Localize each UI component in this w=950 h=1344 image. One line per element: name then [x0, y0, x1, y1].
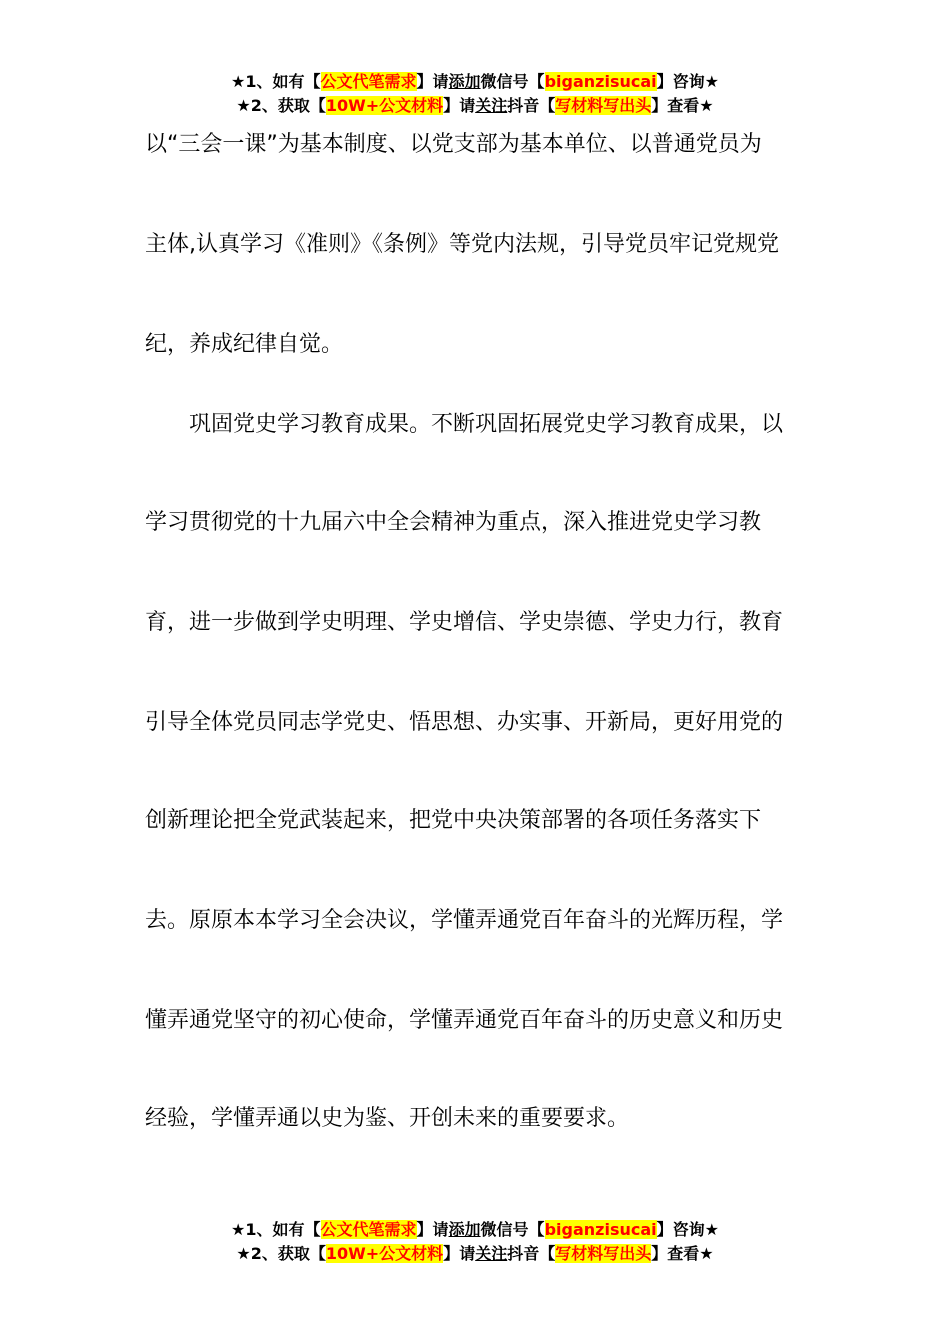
body-line: 创新理论把全党武装起来，把党中央决策部署的各项任务落实下: [145, 808, 762, 833]
banner-text: 微信号【: [480, 1220, 545, 1239]
body-line: 引导全体党员同志学党史、悟思想、办实事、开新局，更好用党的: [145, 710, 784, 735]
highlight-service: 公文代笔需求: [320, 72, 417, 91]
paragraph-start-line: 巩固党史学习教育成果。不断巩固拓展党史学习教育成果，以: [189, 412, 784, 437]
body-line: 纪，养成纪律自觉。: [145, 332, 344, 357]
underlined-text: 添加: [448, 1220, 481, 1239]
banner-text: ★1、如有【: [231, 1220, 321, 1239]
banner-text: ★1、如有【: [231, 72, 321, 91]
banner-text: 抖音【: [507, 96, 556, 115]
banner-text: 】请: [443, 1244, 476, 1263]
underlined-text: 关注: [475, 96, 508, 115]
body-line: 学习贯彻党的十九届六中全会精神为重点，深入推进党史学习教: [145, 510, 762, 535]
body-line: 懂弄通党坚守的初心使命，学懂弄通党百年奋斗的历史意义和历史: [145, 1008, 784, 1033]
banner-text: 抖音【: [507, 1244, 556, 1263]
banner-text: 】查看★: [651, 96, 714, 115]
footer-banner: [0, 1218, 950, 1266]
banner-text: 】咨询★: [656, 72, 719, 91]
header-banner: [0, 70, 950, 118]
banner-line-2: [0, 94, 950, 118]
highlight-account: 写材料写出头: [555, 1244, 652, 1263]
underlined-text: 关注: [475, 1244, 508, 1263]
body-line: 主体,认真学习《准则》《条例》等党内法规，引导党员牢记党规党: [145, 232, 779, 257]
banner-text: 】查看★: [651, 1244, 714, 1263]
banner-text: 】咨询★: [656, 1220, 719, 1239]
highlight-account: 写材料写出头: [555, 96, 652, 115]
banner-line-1: [0, 1218, 950, 1242]
highlight-materials: 10W+公文材料: [325, 1244, 444, 1263]
highlight-wechat-id: biganzisucai: [544, 1220, 657, 1239]
highlight-wechat-id: biganzisucai: [544, 72, 657, 91]
banner-text: 】请: [443, 96, 476, 115]
banner-text: ★2、获取【: [236, 96, 326, 115]
highlight-materials: 10W+公文材料: [325, 96, 444, 115]
body-line: 去。原原本本学习全会决议，学懂弄通党百年奋斗的光辉历程，学: [145, 908, 784, 933]
body-line: 经验，学懂弄通以史为鉴、开创未来的重要要求。: [145, 1106, 630, 1131]
highlight-service: 公文代笔需求: [320, 1220, 417, 1239]
banner-line-2: [0, 1242, 950, 1266]
underlined-text: 添加: [448, 72, 481, 91]
banner-text: 】请: [416, 72, 449, 91]
body-line: 以“三会一课”为基本制度、以党支部为基本单位、以普通党员为: [145, 132, 762, 157]
banner-text: 】请: [416, 1220, 449, 1239]
body-line: 育，进一步做到学史明理、学史增信、学史崇德、学史力行，教育: [145, 610, 784, 635]
banner-text: 微信号【: [480, 72, 545, 91]
banner-text: ★2、获取【: [236, 1244, 326, 1263]
banner-line-1: [0, 70, 950, 94]
